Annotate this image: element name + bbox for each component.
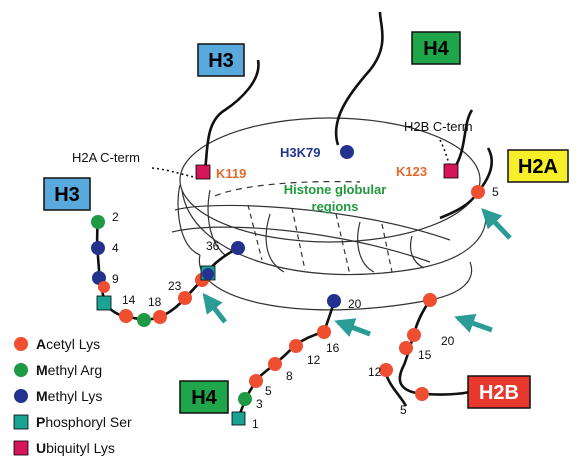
h3-k36-methyl-lys xyxy=(231,241,245,255)
core-segment-1 xyxy=(266,214,284,272)
h4-s1-phosphoryl-ser xyxy=(232,412,245,425)
k123-ubiquityl-lys xyxy=(444,164,458,178)
arrow-h3 xyxy=(205,296,225,322)
h4-residue-1: 1 xyxy=(252,417,259,431)
legend-methyl-lys-rest: ethyl Lys xyxy=(47,388,103,404)
legend-phospho-text xyxy=(36,414,132,430)
h4-markers xyxy=(232,294,341,425)
k123-label: K123 xyxy=(396,164,428,179)
h3-top-label: H3 xyxy=(208,50,234,72)
legend-methyl-lys-marker xyxy=(14,389,28,403)
arrow-h2b xyxy=(458,318,492,330)
histone-labels xyxy=(44,32,568,413)
h3-residue-4: 4 xyxy=(112,241,119,255)
legend-methyl-lys-initial: M xyxy=(36,388,48,404)
h4-k16-acetyl-lys xyxy=(317,325,331,339)
h4-residue-16: 16 xyxy=(326,341,340,355)
h4-k5-acetyl-lys xyxy=(249,374,263,388)
h2b-k16-acetyl-lys xyxy=(407,328,421,342)
h2a-cterm-label: H2A C-term xyxy=(72,150,140,165)
legend xyxy=(14,336,132,456)
legend-methyl-arg-rest: ethyl Arg xyxy=(47,362,103,378)
legend-phospho-initial: P xyxy=(36,414,46,430)
legend-ubiquityl-initial: U xyxy=(36,440,47,456)
h3k79-methyl-lys xyxy=(340,145,354,159)
h3-r17-methyl-arg xyxy=(137,313,151,327)
h3-residue-23: 23 xyxy=(168,279,182,293)
h3-residue-36: 36 xyxy=(206,239,220,253)
h3-k23-acetyl-lys xyxy=(178,291,192,305)
h3-s10-phosphoryl-ser xyxy=(97,296,111,310)
h2a-label: H2A xyxy=(517,156,559,178)
k119-ubiquityl-lys xyxy=(196,165,210,179)
h3-residue-14: 14 xyxy=(122,293,136,307)
core-annotations xyxy=(72,119,473,214)
h2a-k5-acetyl-lys xyxy=(471,185,485,199)
h4-k20-methyl-lys xyxy=(327,294,341,308)
globular-label-line2: regions xyxy=(311,199,359,214)
h4-k12-acetyl-lys xyxy=(289,339,303,353)
legend-acetyl-initial: A xyxy=(36,336,47,352)
h2b-k15-acetyl-lys xyxy=(399,341,413,355)
legend-ubiquityl-rest: biquityl Lys xyxy=(46,440,115,456)
dna-cylinder-left xyxy=(178,185,200,255)
core-segment-2 xyxy=(358,222,374,272)
h3-k27-methyl-lys xyxy=(202,268,214,280)
h4-top-label: H4 xyxy=(423,38,449,60)
h2b-residue-5: 5 xyxy=(400,403,407,417)
h4-bottom-label: H4 xyxy=(191,387,217,409)
legend-methyl-arg-initial: M xyxy=(36,362,48,378)
legend-phospho-rest: hosphoryl Ser xyxy=(45,414,132,430)
legend-methyl-lys-text xyxy=(36,388,102,404)
h2b-k5-acetyl-lys xyxy=(415,387,429,401)
h3-residue-9: 9 xyxy=(112,272,119,286)
legend-phospho-marker xyxy=(14,415,28,429)
legend-acetyl-text xyxy=(36,336,100,352)
h3-k4-methyl-lys xyxy=(91,241,105,255)
h4-r3-methyl-arg xyxy=(238,392,252,406)
legend-acetyl-rest: cetyl Lys xyxy=(46,336,101,352)
h2b-residue-12: 12 xyxy=(368,365,382,379)
h3-r2-methyl-arg xyxy=(91,215,105,229)
modification-arrows xyxy=(205,211,510,334)
h3-lower-tail xyxy=(97,220,238,319)
h4-residue-12: 12 xyxy=(307,353,321,367)
h3-left-label: H3 xyxy=(54,184,80,206)
legend-methyl-arg-marker xyxy=(14,363,28,377)
h4-k8-acetyl-lys xyxy=(268,357,282,371)
h3k79-label: H3K79 xyxy=(280,145,321,160)
core-dash-3 xyxy=(336,214,350,275)
h3-k14-acetyl-lys xyxy=(119,309,133,323)
h2b-cterm-label: H2B C-term xyxy=(404,119,473,134)
h2b-residue-20: 20 xyxy=(441,334,455,348)
globular-label-line1: Histone globular xyxy=(283,182,387,197)
h2b-residue-15: 15 xyxy=(418,348,432,362)
h4-residue-3: 3 xyxy=(256,397,263,411)
h2b-label: H2B xyxy=(478,382,520,404)
k119-label: K119 xyxy=(216,166,247,181)
core-segment-3 xyxy=(411,236,425,268)
h2a-cterm-leader xyxy=(152,168,200,178)
legend-ubiquityl-marker xyxy=(14,441,28,455)
h3-residue-18: 18 xyxy=(148,295,162,309)
h4-residue-8: 8 xyxy=(286,369,293,383)
h2b-k20-acetyl-lys xyxy=(423,293,437,307)
h3-k9-acetyl-lys xyxy=(98,281,110,293)
h4-residue-5: 5 xyxy=(265,384,272,398)
legend-methyl-arg-text xyxy=(36,362,102,378)
h4-upper-tail xyxy=(336,12,382,145)
h2a-residue-5: 5 xyxy=(492,185,499,199)
legend-ubiquityl-text xyxy=(36,440,115,456)
core-dash-2 xyxy=(292,208,305,270)
h4-residue-20: 20 xyxy=(348,297,362,311)
h3-markers xyxy=(91,215,245,327)
arrow-h2a xyxy=(484,211,510,238)
arrow-h4 xyxy=(338,322,370,334)
legend-acetyl-marker xyxy=(14,337,28,351)
h3-k18-acetyl-lys xyxy=(153,310,167,324)
h3-residue-2: 2 xyxy=(112,210,119,224)
